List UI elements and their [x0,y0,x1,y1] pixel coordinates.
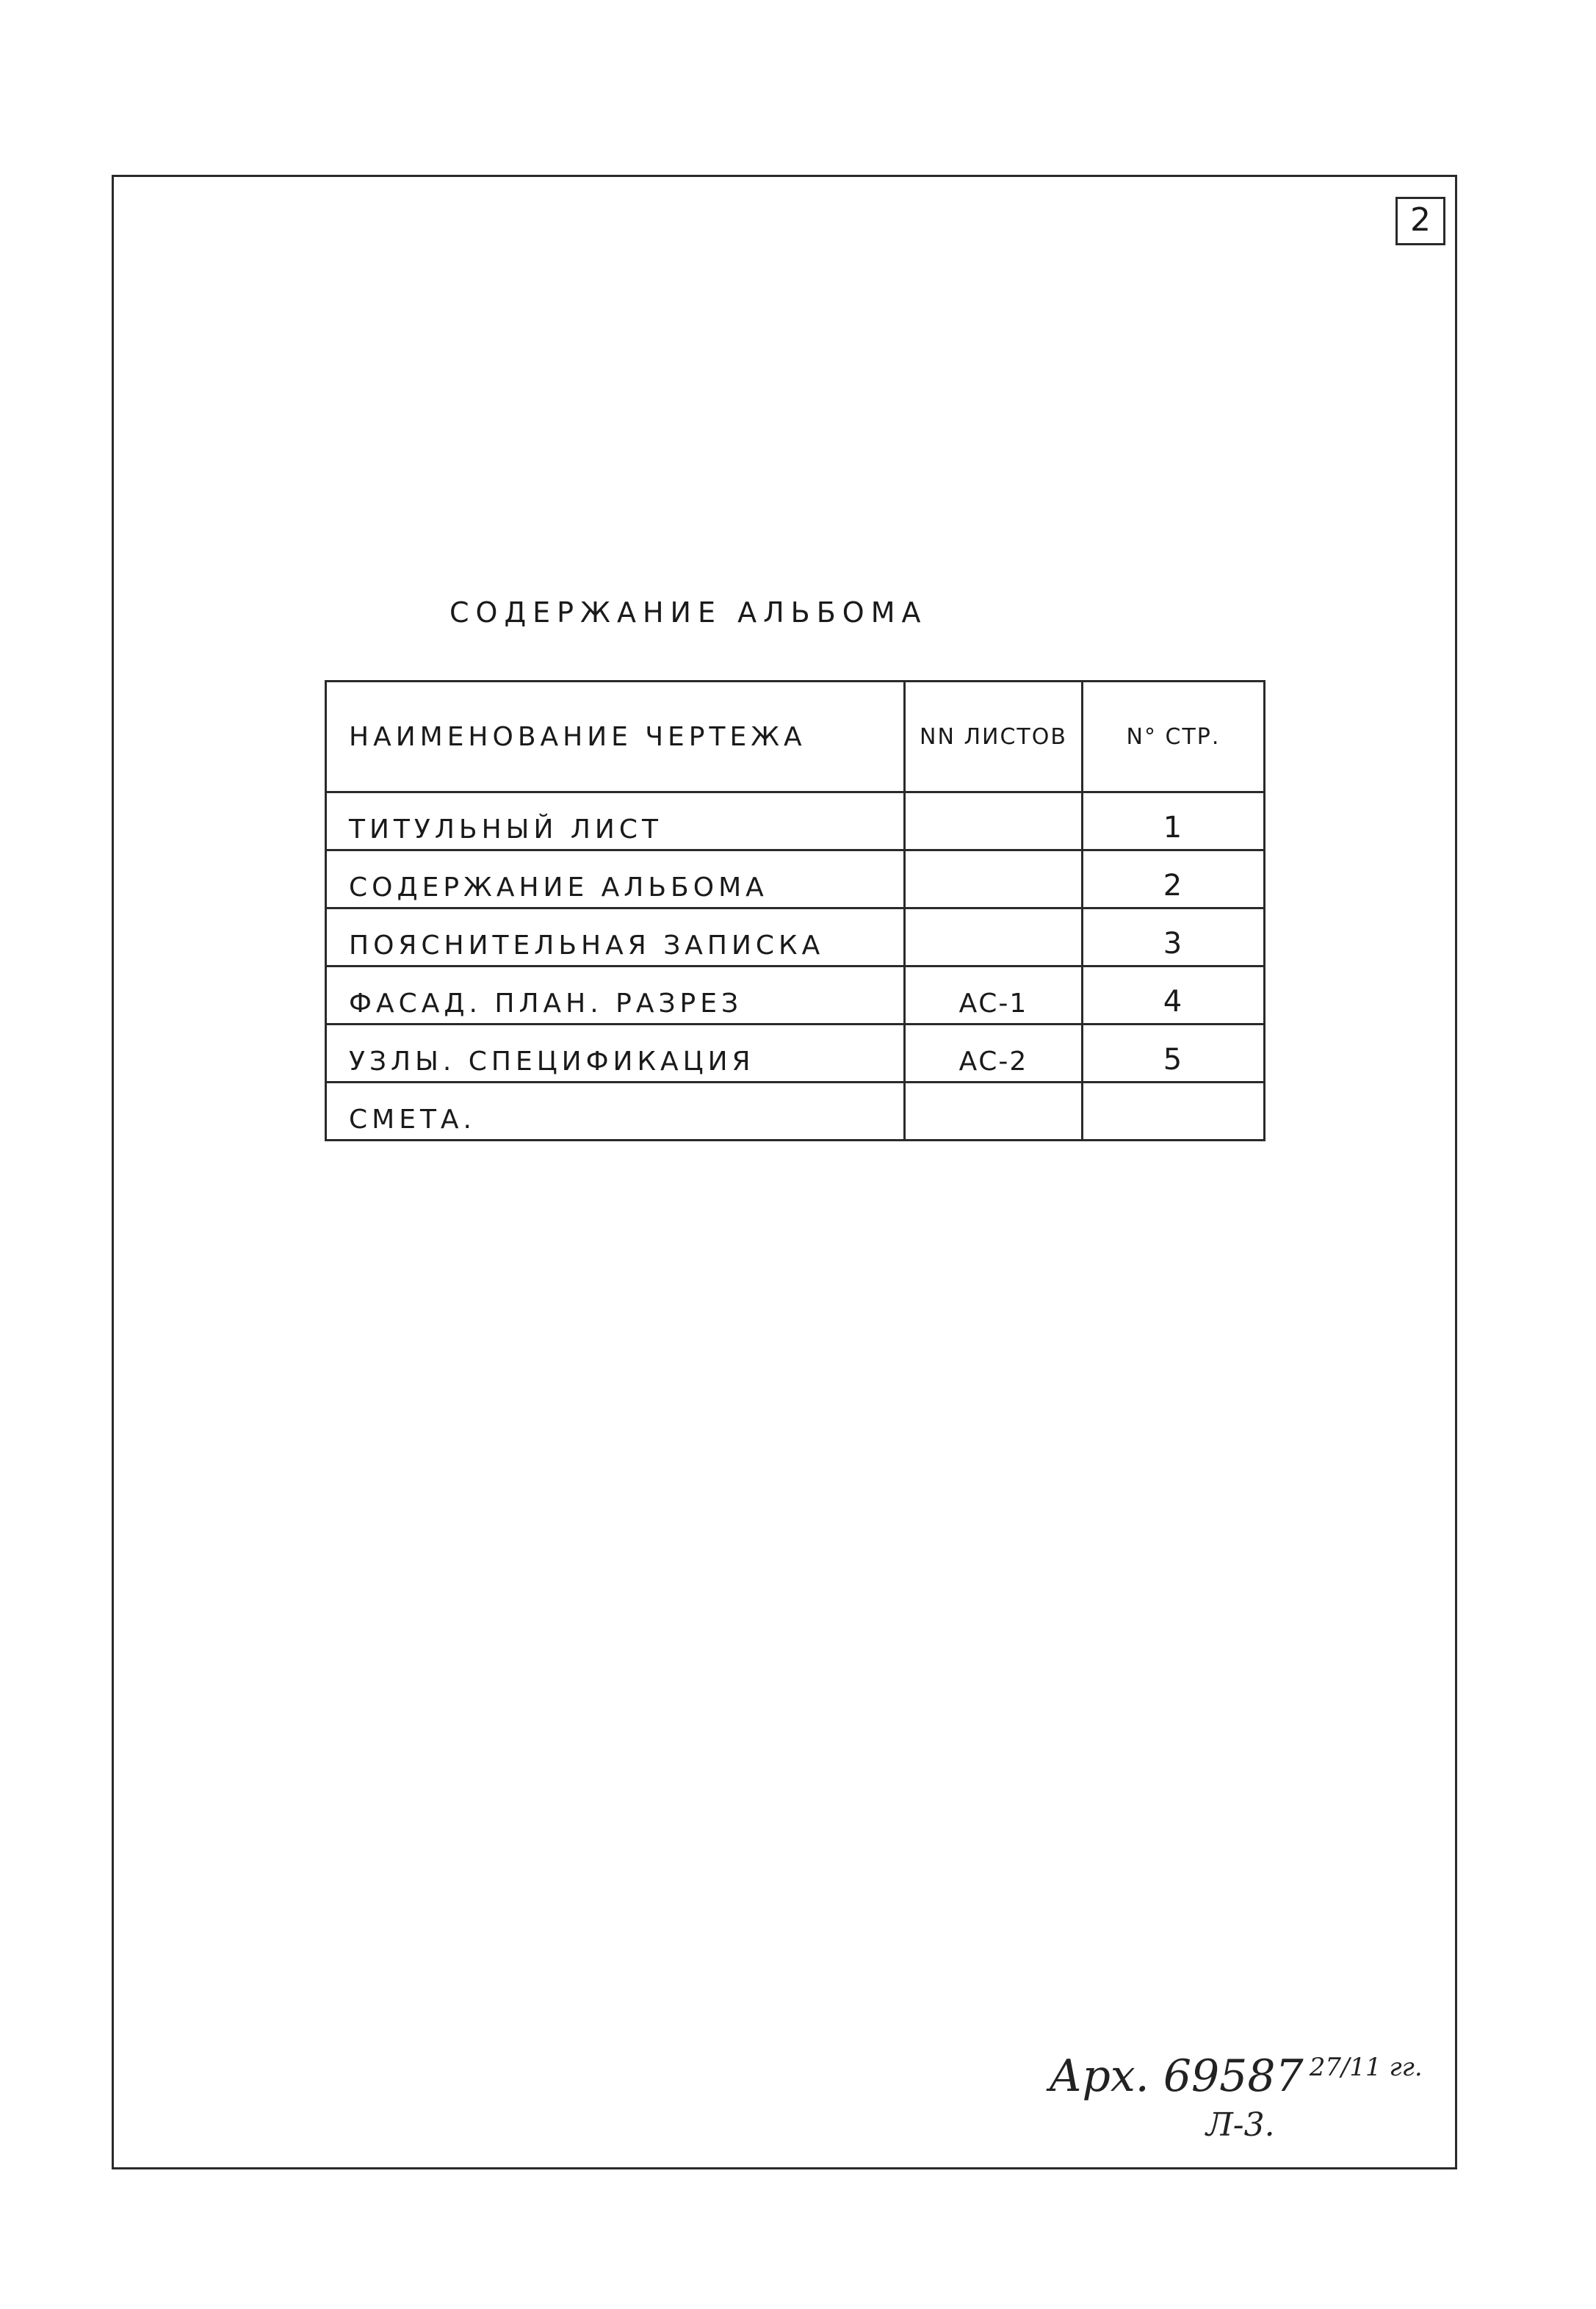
row-name: СМЕТА. [326,1083,905,1141]
row-sheet: АС-2 [905,1025,1083,1083]
archive-stamp [1049,2050,1423,2102]
row-name: ТИТУЛЬНЫЙ ЛИСТ [326,792,905,850]
archive-number: Арх. 69587 [1049,2050,1304,2102]
table-row [326,966,1265,1025]
table-row [326,1083,1265,1141]
row-sheet [905,1083,1083,1141]
row-page: 5 [1083,1025,1265,1083]
contents-table [325,680,1265,1141]
contents-header-row [326,682,1265,792]
drawing-frame [112,175,1457,2169]
archive-date: 27/11 гг. [1309,2053,1423,2082]
header-sheet-numbers: NN ЛИСТОВ [905,682,1083,792]
row-name: УЗЛЫ. СПЕЦИФИКАЦИЯ [326,1025,905,1083]
row-sheet [905,850,1083,908]
row-page: 4 [1083,966,1265,1025]
table-row [326,850,1265,908]
row-page: 3 [1083,908,1265,966]
row-sheet [905,792,1083,850]
row-page: 1 [1083,792,1265,850]
row-name: СОДЕРЖАНИЕ АЛЬБОМА [326,850,905,908]
row-sheet [905,908,1083,966]
row-sheet: АС-1 [905,966,1083,1025]
page-number-box: 2 [1395,197,1445,245]
header-page-number: N° СТР. [1083,682,1265,792]
row-page: 2 [1083,850,1265,908]
row-page [1083,1083,1265,1141]
album-contents-title: СОДЕРЖАНИЕ АЛЬБОМА [449,596,928,629]
row-name: ФАСАД. ПЛАН. РАЗРЕЗ [326,966,905,1025]
archive-sheet: Л-3. [1206,2106,1275,2144]
table-row [326,792,1265,850]
row-name: ПОЯСНИТЕЛЬНАЯ ЗАПИСКА [326,908,905,966]
header-drawing-name: НАИМЕНОВАНИЕ ЧЕРТЕЖА [326,682,905,792]
table-row [326,908,1265,966]
table-row [326,1025,1265,1083]
